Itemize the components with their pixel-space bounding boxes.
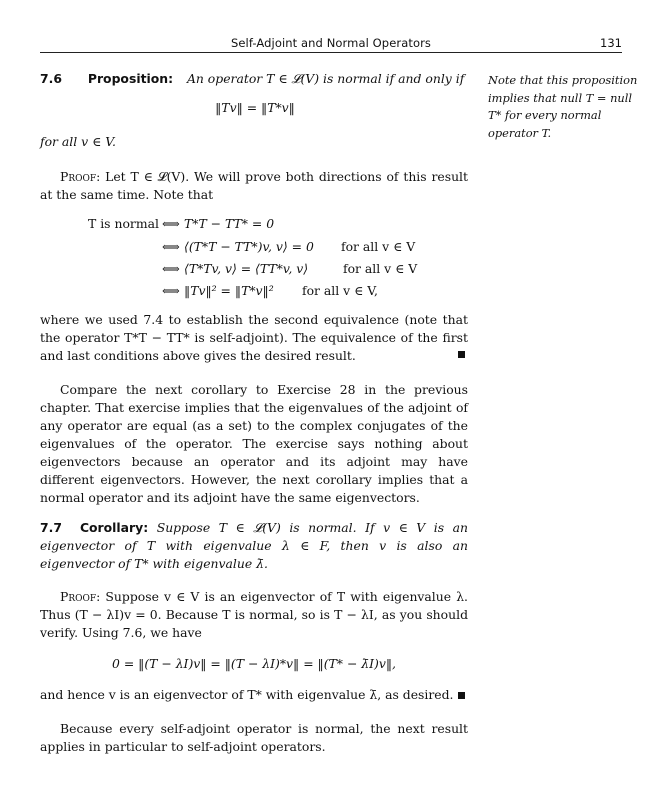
header-rule <box>40 52 622 53</box>
margin-note: Note that this proposition implies that null T = null T* for every normal operator T. <box>488 73 638 140</box>
proof2-after: and hence v is an eigenvector of T* with eigenvalue λ̄, as desired. <box>40 687 454 702</box>
eq3-rel: ⟺ <box>162 261 180 276</box>
qed-mark-1 <box>458 351 465 358</box>
compare-paragraph: Compare the next corollary to Exercise 28 in the previous chapter. That exercise implies that the eigenvalues of the adjoint of any operator are equal (as a set) to the complex conjugates of the eigenvalues of the operator. The exercise says nothing about eigenvectors because an operator and its adjoint may have different eigenvectors. However, the next corollary implies that a normal operator and its adjoint have the same eigenvectors. <box>40 382 468 505</box>
proof2-label: Proof: <box>60 589 101 604</box>
proposition-number: 7.6 <box>40 71 62 86</box>
corollary-label: Corollary: <box>79 520 149 535</box>
corollary-statement: Suppose T ∈ 𝓛(V) is normal. If v ∈ V is an eigenvector of T with eigenvalue λ ∈ F, then v is also an eigenvector of T* with eigenvalue λ̄. <box>40 520 468 571</box>
eq4-rhs: ‖Tv‖² = ‖T*v‖² <box>184 283 274 298</box>
proof1-text: Let T ∈ 𝓛(V). We will prove both directions of this result at the same time. Note that <box>40 169 468 202</box>
proof1-after: where we used 7.4 to establish the second equivalence (note that the operator T*T − TT* is self-adjoint). The equivalence of the first and last conditions above gives the desired result. <box>40 312 468 363</box>
proposition-tail: for all v ∈ V. <box>40 134 116 149</box>
proof1-paragraph <box>40 168 468 204</box>
proposition-label: Proposition: <box>87 71 174 86</box>
proposition-equation: ‖Tv‖ = ‖T*v‖ <box>215 100 295 115</box>
proof2-text: Suppose v ∈ V is an eigenvector of T with eigenvalue λ. Thus (T − λI)v = 0. Because T is normal, so is T − λI, as you should verify. Using 7.6, we have <box>40 589 468 640</box>
eq3-rhs: ⟨T*Tv, v⟩ = ⟨TT*v, v⟩ <box>184 261 309 276</box>
eq3-cond: for all v ∈ V <box>343 261 418 276</box>
eq1-rhs: T*T − TT* = 0 <box>184 216 275 231</box>
eq2-rel: ⟺ <box>162 239 180 254</box>
eq2-cond: for all v ∈ V <box>341 239 416 254</box>
proposition-heading <box>40 70 470 88</box>
corollary-number: 7.7 <box>40 520 62 535</box>
running-title: Self-Adjoint and Normal Operators <box>230 36 432 50</box>
eq2-rhs: ⟨(T*T − TT*)v, v⟩ = 0 <box>184 239 314 254</box>
eq4-cond: for all v ∈ V, <box>302 283 378 298</box>
qed-mark-2 <box>458 692 465 699</box>
final-paragraph: Because every self-adjoint operator is normal, the next result applies in particular to self-adjoint operators. <box>40 721 468 754</box>
eq4-rel: ⟺ <box>162 283 180 298</box>
eq1-lhs: T is normal <box>88 216 159 231</box>
proposition-statement: An operator T ∈ 𝓛(V) is normal if and only if <box>186 71 465 86</box>
corollary-block <box>40 519 468 573</box>
proof2-equation: 0 = ‖(T − λI)v‖ = ‖(T − λI)*v‖ = ‖(T* − λ̄I)v‖, <box>112 656 396 671</box>
eq1-rel: ⟺ <box>162 216 180 231</box>
page-number: 131 <box>600 36 622 50</box>
proof1-label: Proof: <box>60 169 101 184</box>
proof2-paragraph <box>40 588 468 642</box>
